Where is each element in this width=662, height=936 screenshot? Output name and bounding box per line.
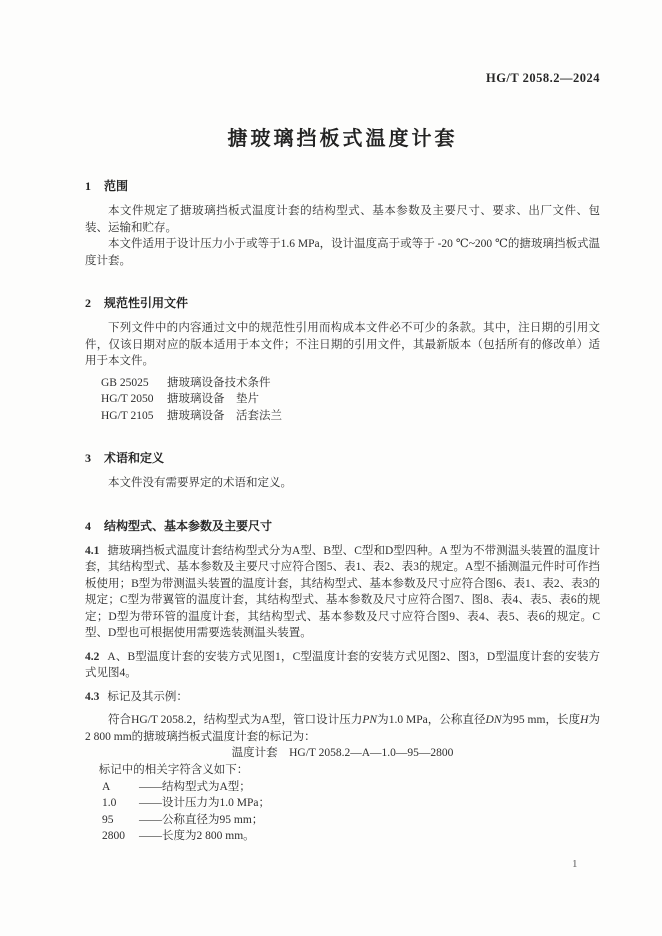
section-4-heading (85, 518, 600, 534)
legend-meaning: 设计压力为1.0 MPa； (162, 797, 270, 809)
section-4-number: 4 (85, 518, 91, 533)
legend-meaning: 公称直径为95 mm； (162, 813, 264, 826)
scope-paragraph-1: 本文件规定了搪玻璃挡板式温度计套的结构型式、基本参数及主要尺寸、要求、出厂文件、包装、运输和贮存。 (85, 205, 600, 234)
legend-dash: —— (139, 797, 162, 809)
clause-4-2-text: A、B型温度计套的安装方式见图1，C型温度计套的安装方式见图2、图3，D型温度计套的安装方式见图4。 (85, 650, 600, 679)
clause-4-3-title: 标记及其示例： (107, 690, 188, 703)
legend-dash: —— (139, 830, 162, 842)
page-header (85, 70, 600, 86)
section-1-title: 范围 (104, 179, 129, 193)
reference-title: 搪玻璃设备 垫片 (167, 393, 259, 405)
reference-title: 搪玻璃设备 活套法兰 (167, 409, 282, 422)
designation-intro-text: 为1.0 MPa，公称直径 (377, 714, 486, 726)
section-4-title: 结构型式、基本参数及主要尺寸 (104, 518, 273, 533)
legend-dash: —— (139, 780, 162, 793)
clause-4-2 (85, 649, 600, 682)
scope-paragraph-2: 本文件适用于设计压力小于或等于1.6 MPa，设计温度高于或等于 -20 ℃~200 ℃的搪玻璃挡板式温度计套。 (85, 238, 600, 267)
reference-code: HG/T 2105 (101, 409, 154, 422)
symbol-dn: DN (485, 714, 502, 726)
reference-list (85, 375, 600, 425)
section-2-number: 2 (85, 296, 91, 310)
section-3-number: 3 (85, 451, 91, 465)
page-number: 1 (572, 858, 578, 870)
references-paragraph: 下列文件中的内容通过文中的规范性引用而构成本文件必不可少的条款。其中，注日期的引用文件，仅该日期对应的版本适用于本文件；不注日期的引用文件，其最新版本（包括所有的修改单）适用于本文件。 (85, 322, 600, 367)
section-2-title: 规范性引用文件 (104, 296, 189, 310)
section-structure-parameters (85, 518, 600, 845)
legend-item (85, 795, 600, 812)
clause-4-1 (85, 543, 600, 642)
legend-symbol: 1.0 (102, 797, 117, 809)
clause-4-1-text: 搪玻璃挡板式温度计套结构型式分为A型、B型、C型和D型四种。A 型为不带测温头装置的温度计套，其结构型式、基本参数及主要尺寸应符合图5、表1、表2、表3的规定。A型不插测温元件时可作挡板使用；B型为带测温头装置的温度计套，其结构型式、基本参数及尺寸应符合图6、表1、表2、表3的规定；C型为带翼管的温度计套，其结构型式、基本参数及尺寸应符合图7、图8、表4、表5、表6的规定；D型为带环管的温度计套，其结构型式、基本参数及尺寸应符合图9、表4、表5、表6的规定。C型、D型也可根据使用需要选装测温头装置。 (85, 544, 600, 639)
terms-paragraph: 本文件没有需要界定的术语和定义。 (108, 477, 292, 489)
clause-4-2-number: 4.2 (85, 650, 100, 663)
legend-meaning: 结构型式为A型； (162, 780, 251, 793)
designation-intro-text: 符合HG/T 2058.2，结构型式为A型，管口设计压力 (108, 714, 363, 726)
legend-list (85, 779, 600, 845)
legend-symbol: 95 (102, 813, 114, 826)
legend-symbol: 2800 (102, 830, 125, 842)
section-3-heading (85, 450, 600, 466)
designation-intro-text: 为95 mm，长度 (501, 714, 581, 726)
legend-intro: 标记中的相关字符含义如下： (98, 764, 249, 776)
reference-item (85, 391, 600, 408)
clause-4-1-number: 4.1 (85, 544, 100, 557)
symbol-h: H (580, 714, 589, 726)
legend-item (85, 779, 600, 796)
section-terms-definitions (85, 450, 600, 492)
section-3-title: 术语和定义 (104, 451, 165, 465)
legend-symbol: A (102, 780, 111, 793)
legend-item (85, 828, 600, 845)
clause-4-3-heading (85, 689, 600, 706)
designation-intro (85, 712, 600, 745)
legend-meaning: 长度为2 800 mm。 (162, 830, 255, 842)
section-1-number: 1 (85, 179, 91, 193)
designation-intro-text: 为2 800 mm的搪玻璃挡板式温度计套的标记为： (85, 714, 601, 743)
reference-item (85, 375, 600, 392)
section-2-heading (85, 295, 600, 311)
document-title: 搪玻璃挡板式温度计套 (227, 128, 458, 150)
section-scope (85, 178, 600, 269)
reference-item (85, 408, 600, 425)
designation-example: 温度计套 HG/T 2058.2—A—1.0—95—2800 (231, 747, 454, 759)
standard-number: HG/T 2058.2—2024 (485, 71, 600, 85)
symbol-pn: PN (362, 714, 378, 726)
legend-item (85, 812, 600, 829)
section-normative-references (85, 295, 600, 424)
reference-code: HG/T 2050 (101, 393, 154, 405)
section-1-heading (85, 178, 600, 194)
clause-4-3-number: 4.3 (85, 690, 100, 703)
reference-title: 搪玻璃设备技术条件 (167, 376, 271, 389)
legend-dash: —— (139, 813, 162, 826)
reference-code: GB 25025 (101, 376, 149, 389)
